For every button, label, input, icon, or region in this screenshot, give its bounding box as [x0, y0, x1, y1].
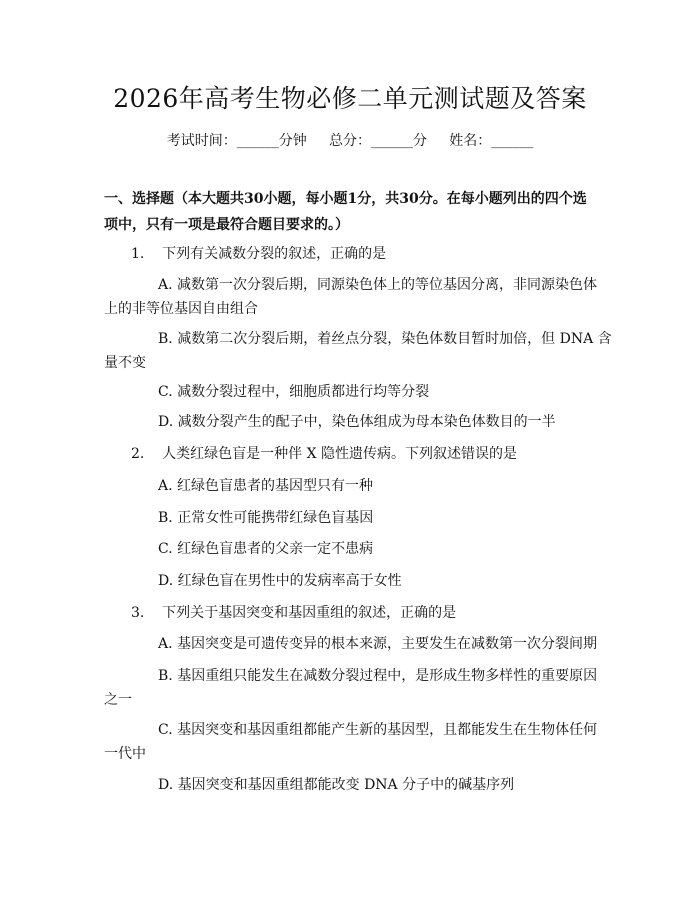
- question-stem: [131, 443, 517, 465]
- option-continuation: 上的非等位基因自由组合: [104, 301, 258, 317]
- option-line: B. 减数第二次分裂后期，着丝点分裂，染色体数目暂时加倍，但 DNA 含: [158, 331, 612, 347]
- question-number: 2.: [131, 446, 145, 462]
- option-continuation: 一代中: [104, 746, 146, 762]
- option-line: D. 减数分裂产生的配子中，染色体组成为母本染色体数目的一半: [158, 414, 556, 430]
- question-text: 下列有关减数分裂的叙述，正确的是: [162, 246, 387, 262]
- option-line: D. 红绿色盲在男性中的发病率高于女性: [158, 573, 402, 589]
- question-number: 1.: [131, 246, 145, 262]
- option-continuation: 量不变: [104, 355, 146, 371]
- option-line: D. 基因突变和基因重组都能改变 DNA 分子中的碱基序列: [158, 777, 515, 793]
- question-text: 下列关于基因突变和基因重组的叙述，正确的是: [162, 605, 457, 621]
- question-text: 人类红绿色盲是一种伴 X 隐性遗传病。下列叙述错误的是: [162, 446, 518, 462]
- option-continuation: 之一: [104, 692, 132, 708]
- option-line: A. 基因突变是可遗传变异的根本来源，主要发生在减数第一次分裂间期: [158, 636, 598, 652]
- option-line: B. 正常女性可能携带红绿色盲基因: [158, 510, 374, 526]
- option-line: A. 红绿色盲患者的基因型只有一种: [158, 478, 374, 494]
- option-line: C. 基因突变和基因重组都能产生新的基因型，且都能发生在生物体任何: [158, 722, 598, 738]
- question-number: 3.: [131, 605, 145, 621]
- question-stem: [131, 602, 456, 624]
- exam-info-line: 考试时间：______分钟 总分：______分 姓名：______: [166, 133, 534, 149]
- option-line: C. 红绿色盲患者的父亲一定不患病: [158, 541, 374, 557]
- option-line: A. 减数第一次分裂后期，同源染色体上的等位基因分离，非同源染色体: [158, 277, 598, 293]
- page-title: 2026年高考生物必修二单元测试题及答案: [113, 84, 587, 113]
- option-line: C. 减数分裂过程中，细胞质都进行均等分裂: [158, 384, 430, 400]
- option-line: B. 基因重组只能发生在减数分裂过程中，是形成生物多样性的重要原因: [158, 668, 598, 684]
- question-stem: [131, 243, 386, 265]
- section-heading: 一、选择题（本大题共30小题，每小题1分，共30分。在每小题列出的四个选项中，只有一项是最符合题目要求的。）: [104, 191, 587, 233]
